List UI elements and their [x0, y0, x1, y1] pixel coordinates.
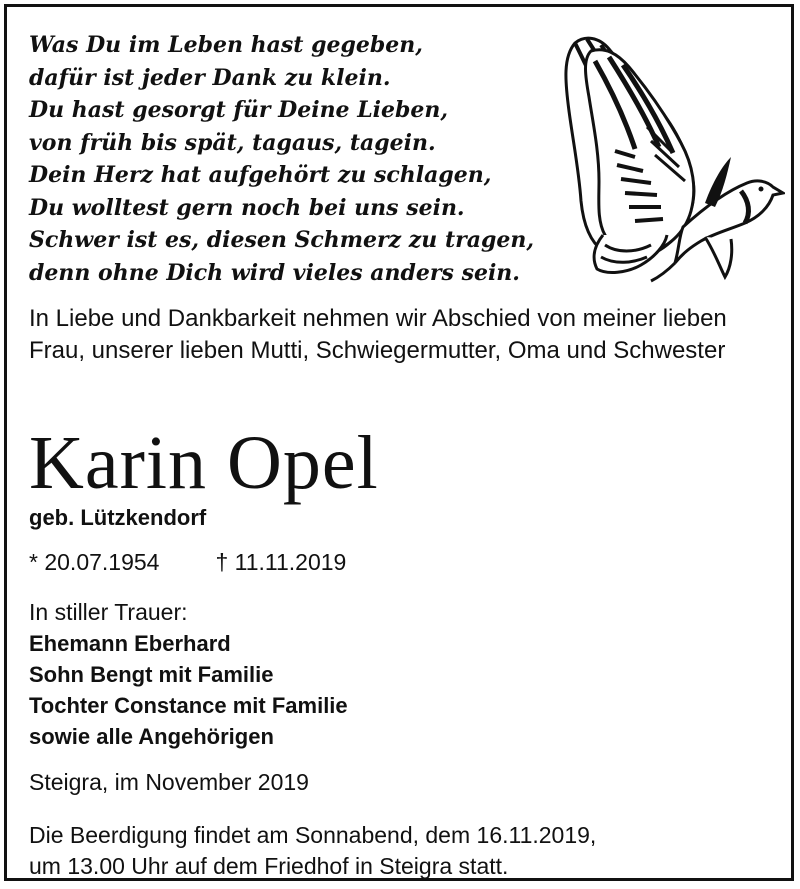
- poem-line: Du hast gesorgt für Deine Lieben,: [29, 97, 449, 123]
- poem-line: von früh bis spät, tagaus, tagein.: [29, 129, 436, 156]
- mourner: Sohn Bengt mit Familie: [29, 662, 274, 687]
- poem-line: Dein Herz hat aufgehört zu schlagen,: [29, 162, 492, 188]
- farewell-intro: In Liebe und Dankbarkeit nehmen wir Abschied von meiner lieben Frau, unserer lieben Mutti, Schwiegermutter, Oma und Schwester: [29, 305, 727, 364]
- poem-line: Du wolltest gern noch bei uns sein.: [29, 194, 465, 221]
- poem-line: Schwer ist es, diesen Schmerz zu tragen,: [29, 227, 534, 253]
- mourner: Tochter Constance mit Familie: [29, 693, 348, 718]
- poem-line: Was Du im Leben hast gegeben,: [29, 32, 423, 58]
- obituary-frame: [4, 4, 794, 881]
- mourners-heading: In stiller Trauer:: [29, 599, 188, 625]
- mourner: Ehemann Eberhard: [29, 631, 231, 656]
- memorial-poem: [29, 29, 549, 289]
- funeral-line: um 13.00 Uhr auf dem Friedhof in Steigra statt.: [29, 853, 509, 879]
- funeral-notice: [29, 820, 774, 882]
- deceased-name: Karin Opel: [29, 421, 379, 505]
- mourners-list: [29, 597, 348, 752]
- poem-line: dafür ist jeder Dank zu klein.: [29, 64, 391, 91]
- poem-line: denn ohne Dich wird vieles anders sein.: [29, 259, 520, 286]
- praying-hands-icon: [555, 31, 785, 283]
- place-date: Steigra, im November 2019: [29, 769, 309, 795]
- funeral-line: Die Beerdigung findet am Sonnabend, dem 16.11.2019,: [29, 822, 597, 848]
- maiden-name: geb. Lützkendorf: [29, 505, 207, 530]
- birth-date: * 20.07.1954: [29, 549, 160, 575]
- death-date: † 11.11.2019: [215, 549, 347, 575]
- mourner: sowie alle Angehörigen: [29, 724, 274, 749]
- life-dates: [29, 547, 346, 577]
